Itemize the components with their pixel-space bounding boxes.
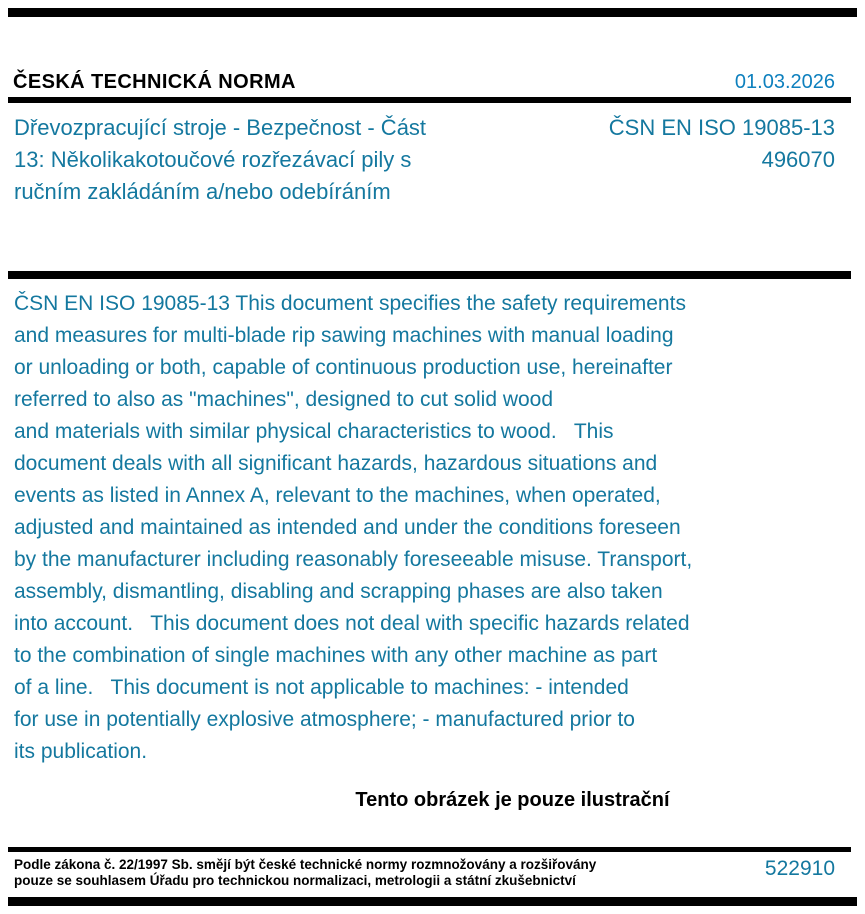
abstract-line: and materials with similar physical characteristics to wood. This xyxy=(14,420,614,443)
abstract-line: its publication. xyxy=(14,740,148,763)
bottom-frame-bar xyxy=(8,897,857,906)
standard-designation: ČSN EN ISO 19085-13 xyxy=(608,115,835,140)
abstract-line: into account. This document does not deal with specific hazards related xyxy=(14,612,690,635)
abstract-line: or unloading or both, capable of continuous production use, hereinafter xyxy=(14,356,673,379)
abstract-line: for use in potentially explosive atmosphere; - manufactured prior to xyxy=(14,708,635,731)
footer-document-code: 522910 xyxy=(764,857,835,880)
standard-title xyxy=(14,112,426,208)
abstract-line: referred to also as "machines", designed to cut solid wood xyxy=(14,388,554,411)
footer-legal-text xyxy=(14,857,634,889)
section-divider-rule xyxy=(8,271,851,279)
abstract-line: by the manufacturer including reasonably foreseeable misuse. Transport, xyxy=(14,548,693,571)
top-frame-bar xyxy=(8,8,857,17)
page-title: ČESKÁ TECHNICKÁ NORMA xyxy=(13,71,296,93)
standard-codes xyxy=(609,112,835,176)
footer-legal-line: pouze se souhlasem Úřadu pro technickou normalizaci, metrologii a státní zkušebnictví xyxy=(14,873,576,888)
abstract-line: events as listed in Annex A, relevant to the machines, when operated, xyxy=(14,484,661,507)
footer-rule xyxy=(8,847,851,852)
standard-title-line: 13: Několikakotoučové rozřezávací pily s xyxy=(14,147,412,172)
abstract-line: of a line. This document is not applicable to machines: - intended xyxy=(14,676,629,699)
standard-title-block xyxy=(14,112,835,208)
abstract-line: document deals with all significant hazards, hazardous situations and xyxy=(14,452,658,475)
abstract-line: to the combination of single machines with any other machine as part xyxy=(14,644,658,667)
illustration-note: Tento obrázek je pouze ilustrační xyxy=(355,789,670,811)
abstract-line: adjusted and maintained as intended and under the conditions foreseen xyxy=(14,516,681,539)
footer-legal-line: Podle zákona č. 22/1997 Sb. smějí být české technické normy rozmnožovány a rozšiřovány xyxy=(14,857,597,872)
document-header xyxy=(13,71,835,97)
publication-date: 01.03.2026 xyxy=(734,71,835,93)
standard-title-line: Dřevozpracující stroje - Bezpečnost - Část xyxy=(14,115,427,140)
standard-title-line: ručním zakládáním a/nebo odebíráním xyxy=(14,179,391,204)
catalog-number: 496070 xyxy=(761,147,835,172)
abstract-line: assembly, dismantling, disabling and scrapping phases are also taken xyxy=(14,580,663,603)
header-rule xyxy=(8,97,851,103)
abstract-text xyxy=(14,288,794,768)
abstract-line: and measures for multi-blade rip sawing machines with manual loading xyxy=(14,324,674,347)
abstract-line: ČSN EN ISO 19085-13 This document specifies the safety requirements xyxy=(14,292,686,315)
